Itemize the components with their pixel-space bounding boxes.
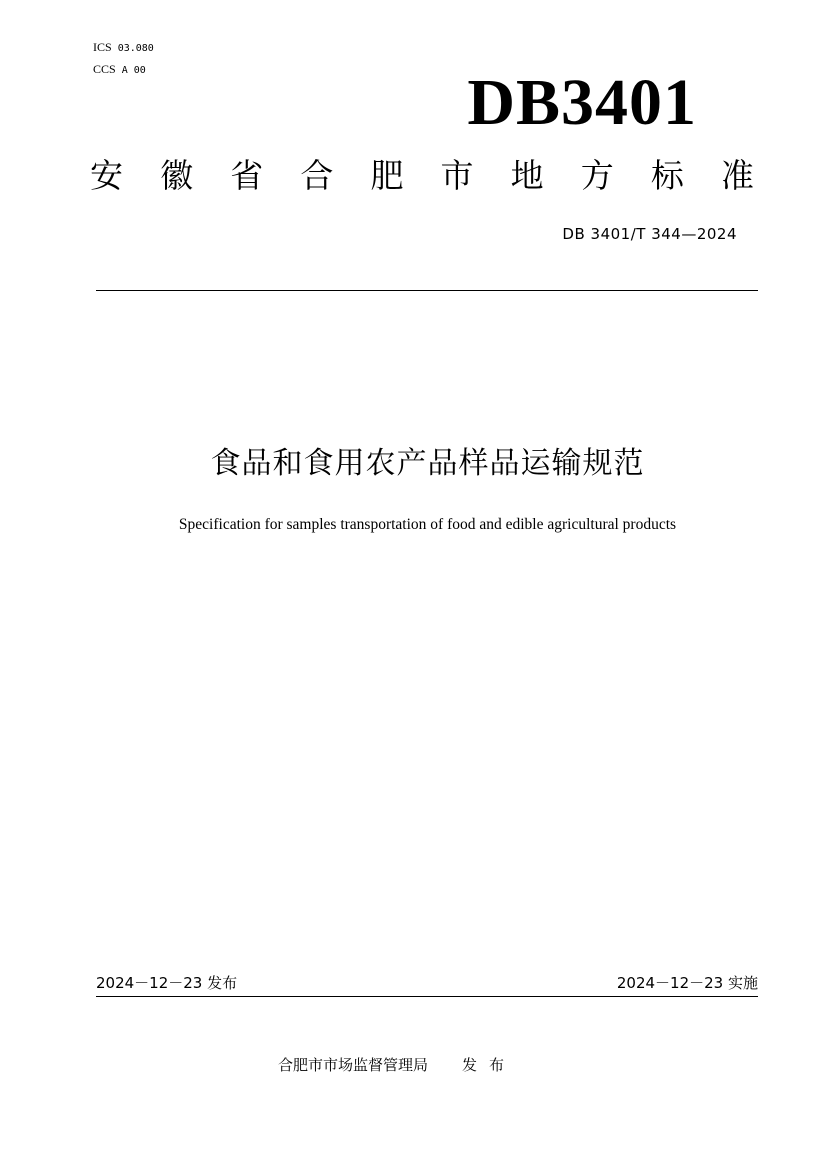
standard-type-char: 标: [650, 156, 684, 195]
standard-type-char: 准: [720, 156, 754, 195]
publisher-action: 发布: [462, 1056, 517, 1074]
ccs-code: A 00: [121, 65, 146, 76]
standard-type-char: 合: [300, 156, 334, 195]
standard-type-char: 省: [230, 156, 264, 195]
standard-type-char: 肥: [370, 156, 404, 195]
ccs-classification: [93, 62, 146, 78]
standard-code: DB3401: [467, 66, 697, 139]
standard-type-char: 方: [580, 156, 614, 195]
standard-number: DB 3401/T 344—2024: [562, 225, 737, 243]
standard-type: [90, 152, 754, 200]
header-divider: [96, 290, 758, 291]
ccs-label: CCS: [93, 62, 116, 76]
publisher-name: 合肥市市场监督管理局: [278, 1056, 429, 1074]
standard-type-char: 地: [510, 156, 544, 195]
issue-date: 2024－12－23 发布: [96, 974, 238, 992]
standard-type-char: 市: [440, 156, 474, 195]
ics-classification: [93, 40, 154, 56]
title-chinese: 食品和食用农产品样品运输规范: [210, 446, 645, 481]
footer-divider: [96, 996, 758, 997]
ics-label: ICS: [93, 40, 112, 54]
title-english: Specification for samples transportation of food and edible agricultural products: [178, 516, 677, 533]
ics-code: 03.080: [117, 43, 154, 54]
publisher-line: [278, 1054, 516, 1076]
standard-type-char: 安: [90, 156, 123, 195]
standard-type-char: 徽: [160, 156, 194, 195]
implementation-date: 2024－12－23 实施: [616, 974, 758, 992]
